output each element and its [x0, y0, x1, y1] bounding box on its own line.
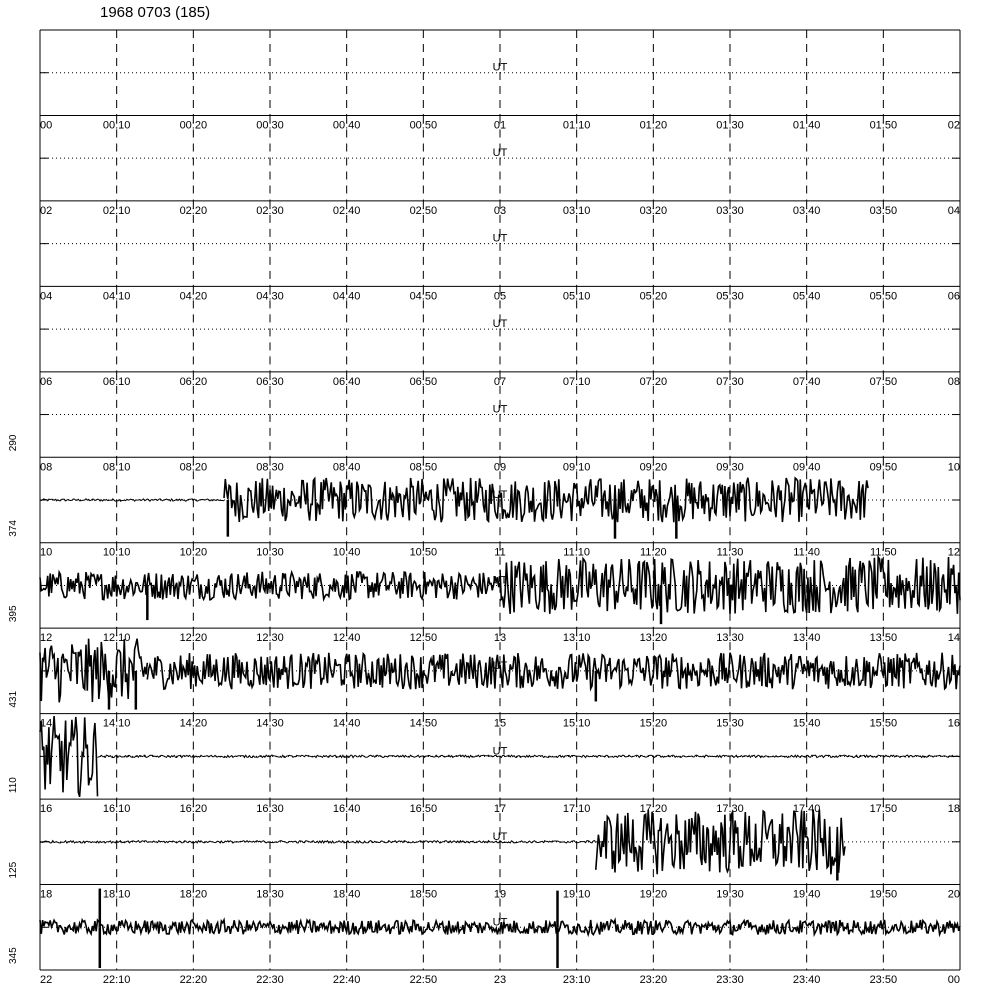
- tick-label: 23:30: [716, 974, 744, 986]
- tick-label: 23:40: [792, 974, 821, 986]
- tick-label: 08:30: [256, 461, 284, 474]
- tick-label: 12:10: [102, 632, 131, 645]
- tick-label: 23:50: [869, 974, 898, 986]
- tick-label: 07:40: [792, 375, 821, 388]
- tick-label: 12: [40, 632, 53, 645]
- tick-label: 19:50: [869, 888, 898, 901]
- tick-label: 03:20: [639, 204, 668, 217]
- tick-label: 01: [493, 119, 507, 132]
- tick-label: 02:20: [179, 204, 208, 217]
- tick-label: 22:30: [256, 974, 284, 986]
- tick-label: 13: [493, 632, 507, 645]
- tick-label: 01:30: [716, 119, 744, 132]
- tick-label: 16:50: [409, 803, 438, 816]
- tick-label: 05:30: [716, 290, 744, 303]
- ut-label: UT: [492, 61, 508, 74]
- tick-label: 04: [40, 290, 53, 303]
- tick-label: 10:20: [179, 546, 208, 559]
- tick-label: 03:50: [869, 204, 898, 217]
- seismic-trace: [40, 841, 596, 843]
- tick-label: 06:30: [256, 375, 284, 388]
- tick-label: 16:40: [332, 803, 361, 816]
- tick-label: 08:20: [179, 461, 208, 474]
- tick-label: 10:40: [332, 546, 361, 559]
- tick-label: 18:40: [332, 888, 361, 901]
- tick-label: 03: [493, 204, 507, 217]
- seismic-trace: [40, 639, 147, 703]
- tick-label: 18: [40, 888, 53, 901]
- tick-label: 13:30: [716, 632, 744, 645]
- tick-label: 15:50: [869, 717, 898, 730]
- ut-label: UT: [492, 916, 508, 929]
- tick-label: 04:40: [332, 290, 361, 303]
- tick-label: 05:10: [562, 290, 591, 303]
- tick-label: 09:40: [792, 461, 821, 474]
- tick-label: 03:40: [792, 204, 821, 217]
- tick-label: 00: [40, 119, 53, 132]
- tick-label: 06:40: [332, 375, 361, 388]
- tick-label: 23:10: [562, 974, 591, 986]
- tick-label: 10: [947, 461, 960, 474]
- tick-label: 07:10: [562, 375, 591, 388]
- tick-label: 16: [947, 717, 960, 730]
- tick-label: 17: [493, 803, 507, 816]
- tick-label: 15: [493, 717, 507, 730]
- tick-label: 17:20: [639, 803, 668, 816]
- tick-label: 19: [493, 888, 507, 901]
- tick-label: 19:20: [639, 888, 668, 901]
- seismic-trace: [147, 653, 960, 690]
- tick-label: 13:10: [562, 632, 591, 645]
- seismic-trace: [98, 755, 961, 758]
- tick-label: 08:40: [332, 461, 361, 474]
- tick-label: 14: [40, 717, 53, 730]
- tick-label: 23:20: [639, 974, 668, 986]
- tick-label: 18:10: [102, 888, 131, 901]
- tick-label: 13:50: [869, 632, 898, 645]
- tick-label: 17:10: [562, 803, 591, 816]
- tick-label: 09:10: [562, 461, 591, 474]
- tick-label: 05:40: [792, 290, 821, 303]
- tick-label: 07: [493, 375, 507, 388]
- tick-label: 06:50: [409, 375, 438, 388]
- tick-label: 11:10: [563, 546, 591, 559]
- row-amplitude-label: 125: [8, 861, 19, 879]
- tick-label: 14:20: [179, 717, 208, 730]
- tick-label: 01:10: [562, 119, 591, 132]
- ut-label: UT: [492, 232, 508, 245]
- tick-label: 09:30: [716, 461, 744, 474]
- tick-label: 18: [947, 803, 960, 816]
- tick-label: 18:30: [256, 888, 284, 901]
- ut-label: UT: [492, 830, 508, 843]
- tick-label: 14:40: [332, 717, 361, 730]
- tick-label: 00: [947, 974, 960, 986]
- seismic-trace: [224, 478, 868, 523]
- tick-label: 17:30: [716, 803, 744, 816]
- tick-label: 15:10: [562, 717, 591, 730]
- tick-label: 01:20: [639, 119, 668, 132]
- tick-label: 12:30: [256, 632, 284, 645]
- tick-label: 16:10: [102, 803, 131, 816]
- tick-label: 06:10: [102, 375, 131, 388]
- tick-label: 04:20: [179, 290, 208, 303]
- tick-label: 10:10: [102, 546, 131, 559]
- tick-label: 22:50: [409, 974, 438, 986]
- tick-label: 08:50: [409, 461, 438, 474]
- tick-label: 04:10: [102, 290, 131, 303]
- tick-label: 09: [493, 461, 507, 474]
- tick-label: 06:20: [179, 375, 208, 388]
- row-amplitude-label: 395: [8, 605, 19, 623]
- tick-label: 18:20: [179, 888, 208, 901]
- ut-label: UT: [492, 147, 508, 160]
- tick-label: 19:40: [792, 888, 821, 901]
- tick-label: 16:20: [179, 803, 208, 816]
- tick-label: 00:50: [409, 119, 438, 132]
- tick-label: 13:40: [792, 632, 821, 645]
- tick-label: 07:50: [869, 375, 898, 388]
- ut-label: UT: [492, 659, 508, 672]
- tick-label: 16: [40, 803, 53, 816]
- tick-label: 10: [40, 546, 53, 559]
- tick-label: 10:50: [409, 546, 438, 559]
- tick-label: 04:50: [409, 290, 438, 303]
- tick-label: 04:30: [256, 290, 284, 303]
- tick-label: 03:30: [716, 204, 744, 217]
- tick-label: 09:50: [869, 461, 898, 474]
- chart-title: 1968 0703 (185): [100, 4, 211, 21]
- tick-label: 00:40: [332, 119, 361, 132]
- tick-label: 22:10: [102, 974, 131, 986]
- tick-label: 02:30: [256, 204, 284, 217]
- tick-label: 04: [947, 204, 960, 217]
- tick-label: 00:30: [256, 119, 284, 132]
- tick-label: 11: [494, 546, 506, 559]
- tick-label: 17:50: [869, 803, 898, 816]
- tick-label: 12: [947, 546, 960, 559]
- tick-label: 02:50: [409, 204, 438, 217]
- ut-label: UT: [492, 574, 508, 587]
- tick-label: 11:40: [793, 546, 821, 559]
- tick-label: 05:20: [639, 290, 668, 303]
- tick-label: 06: [947, 290, 960, 303]
- row-amplitude-label: 110: [8, 777, 19, 794]
- tick-label: 01:40: [792, 119, 821, 132]
- tick-label: 12:40: [332, 632, 361, 645]
- tick-label: 06: [40, 375, 53, 388]
- tick-label: 19:30: [716, 888, 744, 901]
- tick-label: 16:30: [256, 803, 284, 816]
- tick-label: 01:50: [869, 119, 898, 132]
- tick-label: 19:10: [562, 888, 591, 901]
- tick-label: 13:20: [639, 632, 668, 645]
- tick-label: 05: [493, 290, 507, 303]
- tick-label: 14: [947, 632, 960, 645]
- seismic-trace: [596, 809, 845, 874]
- tick-label: 20: [947, 888, 960, 901]
- tick-label: 02:10: [102, 204, 131, 217]
- tick-label: 09:20: [639, 461, 668, 474]
- tick-label: 14:50: [409, 717, 438, 730]
- tick-label: 08: [40, 461, 53, 474]
- tick-label: 12:20: [179, 632, 208, 645]
- row-amplitude-label: 374: [8, 520, 19, 537]
- tick-label: 08: [947, 375, 960, 388]
- ut-label: UT: [492, 403, 508, 416]
- tick-label: 15:20: [639, 717, 668, 730]
- tick-label: 08:10: [102, 461, 131, 474]
- tick-label: 12:50: [409, 632, 438, 645]
- ut-label: UT: [492, 489, 508, 501]
- ut-label: UT: [492, 745, 508, 758]
- row-amplitude-label: 290: [8, 434, 19, 452]
- tick-label: 10:30: [256, 546, 284, 559]
- ut-label: UT: [492, 318, 508, 331]
- tick-label: 03:10: [562, 204, 591, 217]
- tick-label: 07:20: [639, 375, 668, 388]
- tick-label: 15:30: [716, 717, 744, 730]
- tick-label: 15:40: [792, 717, 821, 730]
- tick-label: 11:20: [639, 546, 667, 559]
- tick-label: 11:50: [869, 546, 897, 559]
- row-amplitude-label: 345: [8, 947, 19, 964]
- tick-label: 00:20: [179, 119, 208, 132]
- tick-label: 02: [947, 119, 960, 132]
- tick-label: 17:40: [792, 803, 821, 816]
- tick-label: 02:40: [332, 204, 361, 217]
- tick-label: 00:10: [102, 119, 131, 132]
- tick-label: 22: [40, 974, 53, 986]
- tick-label: 23: [493, 974, 507, 986]
- tick-label: 14:30: [256, 717, 284, 730]
- tick-label: 22:20: [179, 974, 208, 986]
- tick-label: 18:50: [409, 888, 438, 901]
- tick-label: 22:40: [332, 974, 361, 986]
- tick-label: 07:30: [716, 375, 744, 388]
- tick-label: 05:50: [869, 290, 898, 303]
- tick-label: 14:10: [102, 717, 131, 730]
- tick-label: 11:30: [716, 546, 744, 559]
- row-amplitude-label: 431: [8, 690, 19, 708]
- tick-label: 02: [40, 204, 53, 217]
